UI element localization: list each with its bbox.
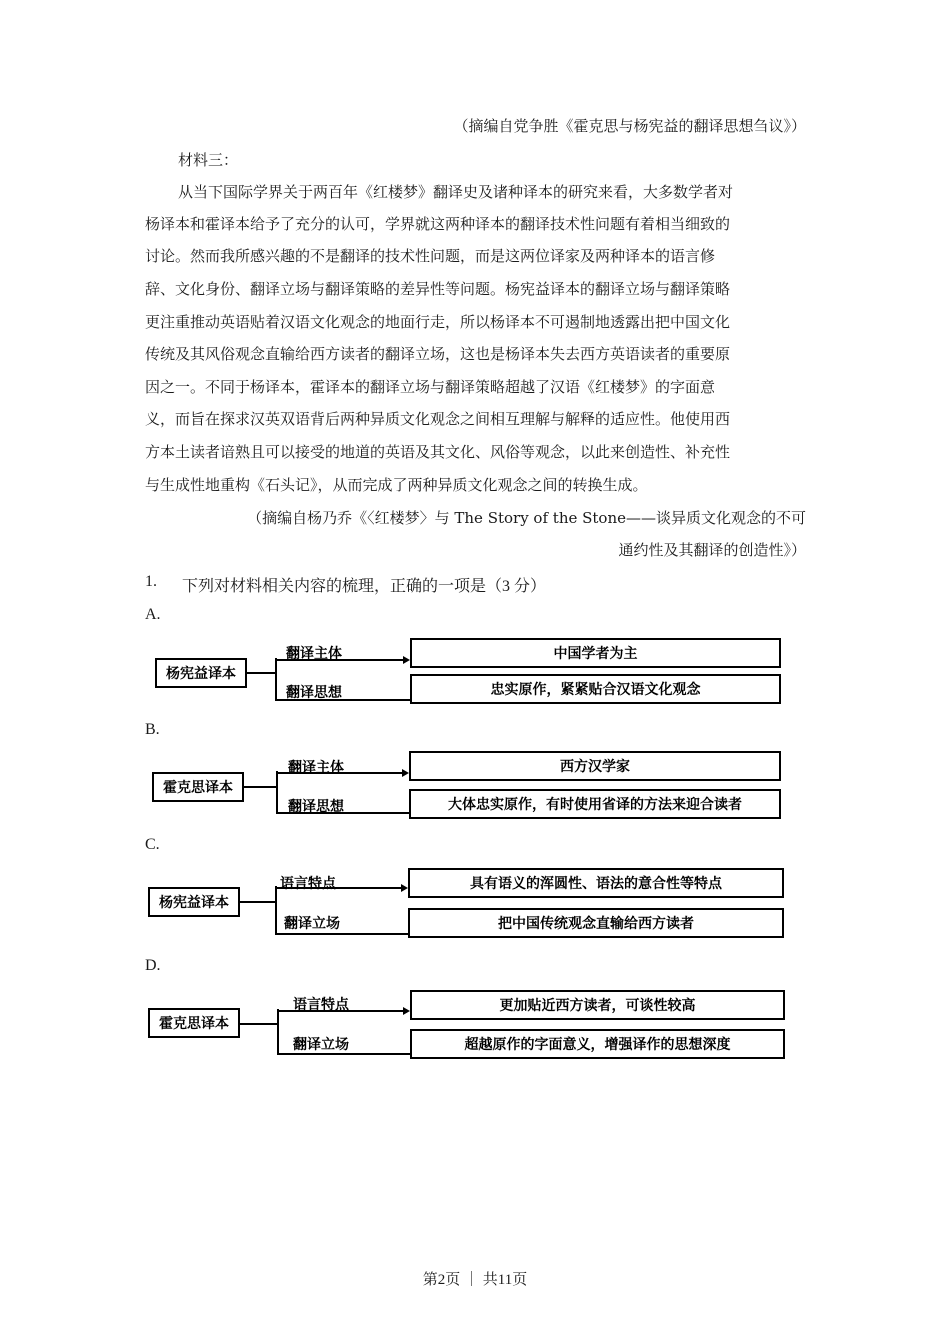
connector <box>247 672 275 674</box>
option-d-diagram <box>150 988 790 1068</box>
root-box: 杨宪益译本 <box>155 658 247 688</box>
arrow-icon <box>401 884 408 892</box>
branch-label-1: 语言特点 <box>280 876 336 892</box>
question-number: 1. <box>145 573 157 590</box>
connector <box>275 933 408 935</box>
material-heading: 材料三： <box>178 151 239 169</box>
arrow-icon <box>403 1007 410 1015</box>
connector <box>277 1009 279 1054</box>
paragraph-line: 义，而旨在探求汉英双语背后两种异质文化观念之间相互理解与解释的适应性。他使用西 <box>145 410 731 428</box>
value-box-1: 更加贴近西方读者，可谈性较高 <box>410 990 785 1020</box>
branch-label-1: 翻译主体 <box>288 760 344 776</box>
source-citation-2-line2: 通约性及其翻译的创造性》） <box>618 541 806 559</box>
branch-label-2: 翻译立场 <box>284 916 340 932</box>
page-number: 第2页 ｜ 共11页 <box>422 1272 528 1288</box>
paragraph-line: 辞、文化身份、翻译立场与翻译策略的差异性等问题。杨宪益译本的翻译立场与翻译策略 <box>145 280 731 298</box>
option-a-label[interactable]: A. <box>145 606 161 623</box>
value-box-2: 超越原作的字面意义，增强译作的思想深度 <box>410 1029 785 1059</box>
paragraph-line: 因之一。不同于杨译本，霍译本的翻译立场与翻译策略超越了汉语《红楼梦》的字面意 <box>145 378 716 396</box>
branch-label-2: 翻译立场 <box>293 1037 349 1053</box>
branch-label-1: 语言特点 <box>293 997 349 1013</box>
question-text: 下列对材料相关内容的梳理，正确的一项是（3 分） <box>182 578 547 595</box>
value-box-1: 西方汉学家 <box>409 751 781 781</box>
paragraph-line: 传统及其风俗观念直输给西方读者的翻译立场，这也是杨译本失去西方英语读者的重要原 <box>145 345 731 363</box>
option-a-diagram <box>150 636 790 716</box>
option-c-label[interactable]: C. <box>145 836 160 853</box>
root-box: 霍克思译本 <box>152 772 244 802</box>
connector <box>275 886 277 934</box>
value-box-2: 把中国传统观念直输给西方读者 <box>408 908 784 938</box>
paragraph-line: 杨译本和霍译本给予了充分的认可，学界就这两种译本的翻译技术性问题有着相当细致的 <box>145 215 731 233</box>
branch-label-2: 翻译思想 <box>288 799 344 815</box>
option-c-diagram <box>150 866 790 946</box>
option-b-label[interactable]: B. <box>145 721 160 738</box>
connector <box>275 658 277 700</box>
branch-label-1: 翻译主体 <box>286 646 342 662</box>
connector <box>240 1023 277 1025</box>
source-citation-2-line1: （摘编自杨乃乔《〈红楼梦〉与 The Story of the Stone——谈异质文化观念的不可 <box>247 509 806 527</box>
branch-label-2: 翻译思想 <box>286 685 342 701</box>
connector <box>244 786 276 788</box>
option-d-label[interactable]: D. <box>145 957 161 974</box>
root-box: 杨宪益译本 <box>148 887 240 917</box>
value-box-2: 大体忠实原作，有时使用省译的方法来迎合读者 <box>409 789 781 819</box>
paragraph-line: 更注重推动英语贴着汉语文化观念的地面行走，所以杨译本不可遏制地透露出把中国文化 <box>145 313 731 331</box>
source-citation-1: （摘编自党争胜《霍克思与杨宪益的翻译思想刍议》） <box>453 117 806 135</box>
paragraph-line: 方本土读者谙熟且可以接受的地道的英语及其文化、风俗等观念，以此来创造性、补充性 <box>145 443 731 461</box>
value-box-1: 中国学者为主 <box>410 638 781 668</box>
arrow-icon <box>402 769 409 777</box>
value-box-2: 忠实原作，紧紧贴合汉语文化观念 <box>410 674 781 704</box>
value-box-1: 具有语义的浑圆性、语法的意合性等特点 <box>408 868 784 898</box>
paragraph-line: 讨论。然而我所感兴趣的不是翻译的技术性问题，而是这两位译家及两种译本的语言修 <box>145 247 716 265</box>
root-box: 霍克思译本 <box>148 1008 240 1038</box>
option-b-diagram <box>150 750 790 830</box>
arrow-icon <box>403 656 410 664</box>
paragraph-line: 与生成性地重构《石头记》，从而完成了两种异质文化观念之间的转换生成。 <box>145 476 648 494</box>
connector <box>276 771 278 813</box>
connector <box>240 901 275 903</box>
paragraph-line: 从当下国际学界关于两百年《红楼梦》翻译史及诸种译本的研究来看，大多数学者对 <box>178 183 734 201</box>
